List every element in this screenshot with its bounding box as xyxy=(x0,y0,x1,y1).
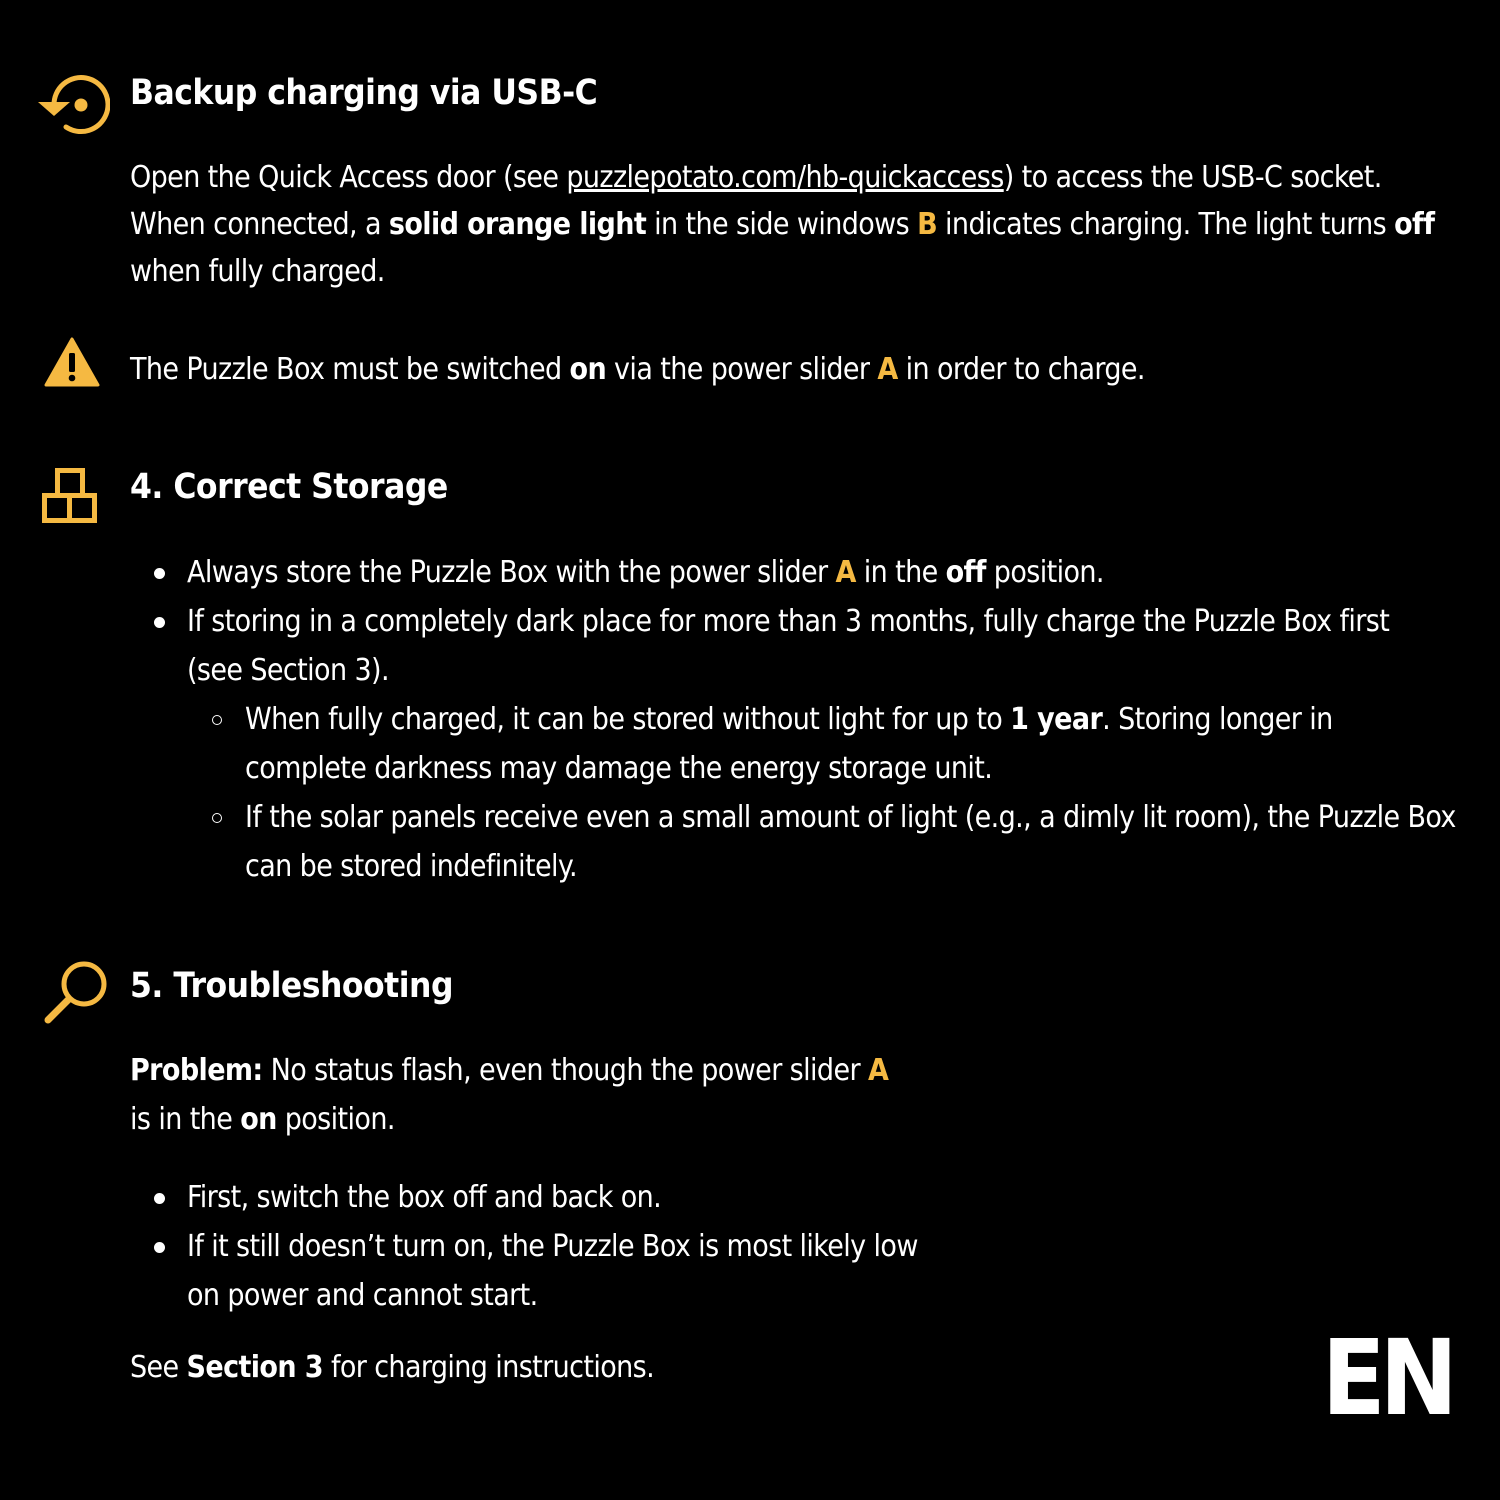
warning-icon xyxy=(44,336,100,388)
trouble-bullet-2: If it still doesn’t turn on, the Puzzle Box is most likely low on power and cannot start. xyxy=(187,1229,918,1313)
bullet-dot xyxy=(154,617,165,628)
storage-bullet-1: Always store the Puzzle Box with the power slider A in the off position. xyxy=(187,555,1104,590)
label-a: A xyxy=(877,352,898,387)
label-b: B xyxy=(917,207,938,242)
storage-bullet-2: If storing in a completely dark place for more than 3 months, fully charge the Puzzle Box first (see Section 3). xyxy=(187,604,1390,688)
troubleshooting-title: 5. Troubleshooting xyxy=(130,966,453,1006)
storage-sub-bullet-2: If the solar panels receive even a small amount of light (e.g., a dimly lit room), the Puzzle Box can be stored indefinitely. xyxy=(245,800,1456,884)
problem-text: Problem: No status flash, even though the power slider A is in the on position. xyxy=(130,1053,889,1137)
bullet-dot xyxy=(154,1242,165,1253)
sub-bullet-circle xyxy=(212,715,222,725)
backup-charging-title: Backup charging via USB-C xyxy=(130,73,598,113)
storage-sub-bullet-1: When fully charged, it can be stored without light for up to 1 year. Storing longer in complete darkness may damage the energy storage unit. xyxy=(245,702,1333,786)
quickaccess-link[interactable]: puzzlepotato.com/hb-quickaccess xyxy=(566,160,1004,195)
bullet-dot xyxy=(154,1193,165,1204)
sub-bullet-circle xyxy=(212,813,222,823)
boxes-icon xyxy=(40,466,100,526)
magnifier-icon xyxy=(42,958,110,1024)
warning-text: The Puzzle Box must be switched on via the power slider A in order to charge. xyxy=(130,352,1145,387)
bullet-dot xyxy=(154,568,165,579)
storage-title: 4. Correct Storage xyxy=(130,467,448,507)
backup-restore-icon xyxy=(36,72,110,138)
see-section-text: See Section 3 for charging instructions. xyxy=(130,1350,655,1385)
language-badge: EN xyxy=(1321,1317,1452,1439)
backup-charging-paragraph: Open the Quick Access door (see puzzlepotato.com/hb-quickaccess) to access the USB-C socket. When connected, a solid orange light in the side windows B indicates charging. The light turns off when fully charged. xyxy=(130,160,1435,289)
trouble-bullet-1: First, switch the box off and back on. xyxy=(187,1180,662,1215)
